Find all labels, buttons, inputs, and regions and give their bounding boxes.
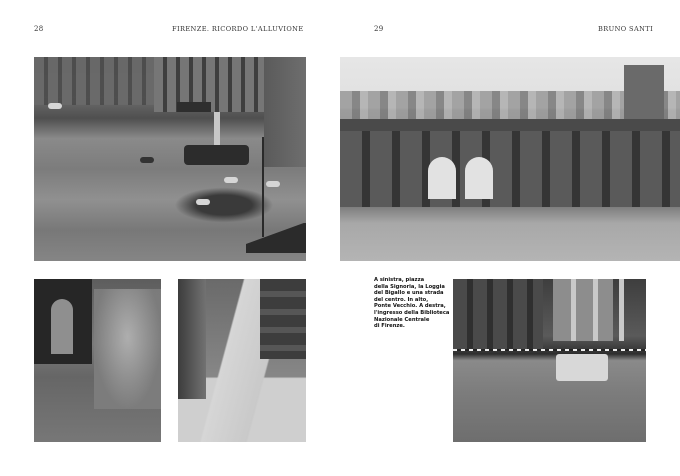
photo-detail-barrier-tape: [453, 349, 646, 351]
photo-detail-submerged-van: [556, 354, 608, 381]
caption-line: l'ingresso della Biblioteca: [374, 309, 450, 316]
photo-detail-water: [94, 289, 161, 409]
photo-detail-building: [453, 279, 543, 349]
photo-detail-column: [593, 279, 598, 341]
photo-detail-bridge-shops: [340, 131, 680, 209]
photo-detail-building-right: [260, 279, 306, 359]
photo-detail-arno-river: [340, 207, 680, 261]
caption-line: del Bigallo e una strada: [374, 290, 444, 297]
caption-line: A sinistra, piazza: [374, 277, 425, 283]
page-number-left: 28: [34, 25, 44, 33]
photo-detail-buildings: [34, 57, 154, 105]
photo-detail-lamp-pole: [262, 137, 264, 237]
photo-detail-column: [571, 279, 576, 341]
caption-line: di Firenze.: [374, 323, 405, 330]
right-page: [340, 0, 680, 476]
page-number-right: 29: [374, 25, 384, 33]
caption-line: del centro. In alto,: [374, 296, 429, 303]
photo-detail-car: [140, 157, 154, 163]
photo-detail-fountain: [184, 145, 249, 165]
caption-line: della Signoria, la Loggia: [374, 283, 445, 290]
photo-detail-roof: [246, 223, 306, 253]
photo-detail-car: [266, 181, 280, 187]
photo-detail-arch: [465, 157, 493, 199]
photo-detail-building-left: [178, 279, 206, 399]
photo-detail-car: [48, 103, 62, 109]
photo-loggia-bigallo: [34, 279, 161, 442]
photo-detail-column: [619, 279, 624, 341]
photo-caption: [374, 277, 456, 330]
caption-line: Ponte Vecchio. A destra,: [374, 303, 446, 310]
photo-detail-car: [224, 177, 238, 183]
photo-detail-car: [196, 199, 210, 205]
photo-detail-statue: [214, 112, 220, 145]
photo-detail-arched-window: [51, 299, 73, 354]
running-head-author: BRUNO SANTI: [598, 25, 654, 33]
caption-line: Nazionale Centrale: [374, 316, 430, 323]
photo-strada-centro: [178, 279, 306, 442]
photo-piazza-signoria: [34, 57, 306, 261]
photo-detail-palazzo-vecchio: [264, 57, 306, 167]
photo-detail-library-facade: [553, 279, 613, 341]
photo-detail-bus: [177, 102, 211, 112]
photo-detail-tower: [624, 65, 664, 125]
photo-detail-arch: [428, 157, 456, 199]
photo-biblioteca-nazionale: [453, 279, 646, 442]
running-head-title: FIRENZE. RICORDO L'ALLUVIONE: [172, 25, 304, 33]
photo-ponte-vecchio: [340, 57, 680, 261]
